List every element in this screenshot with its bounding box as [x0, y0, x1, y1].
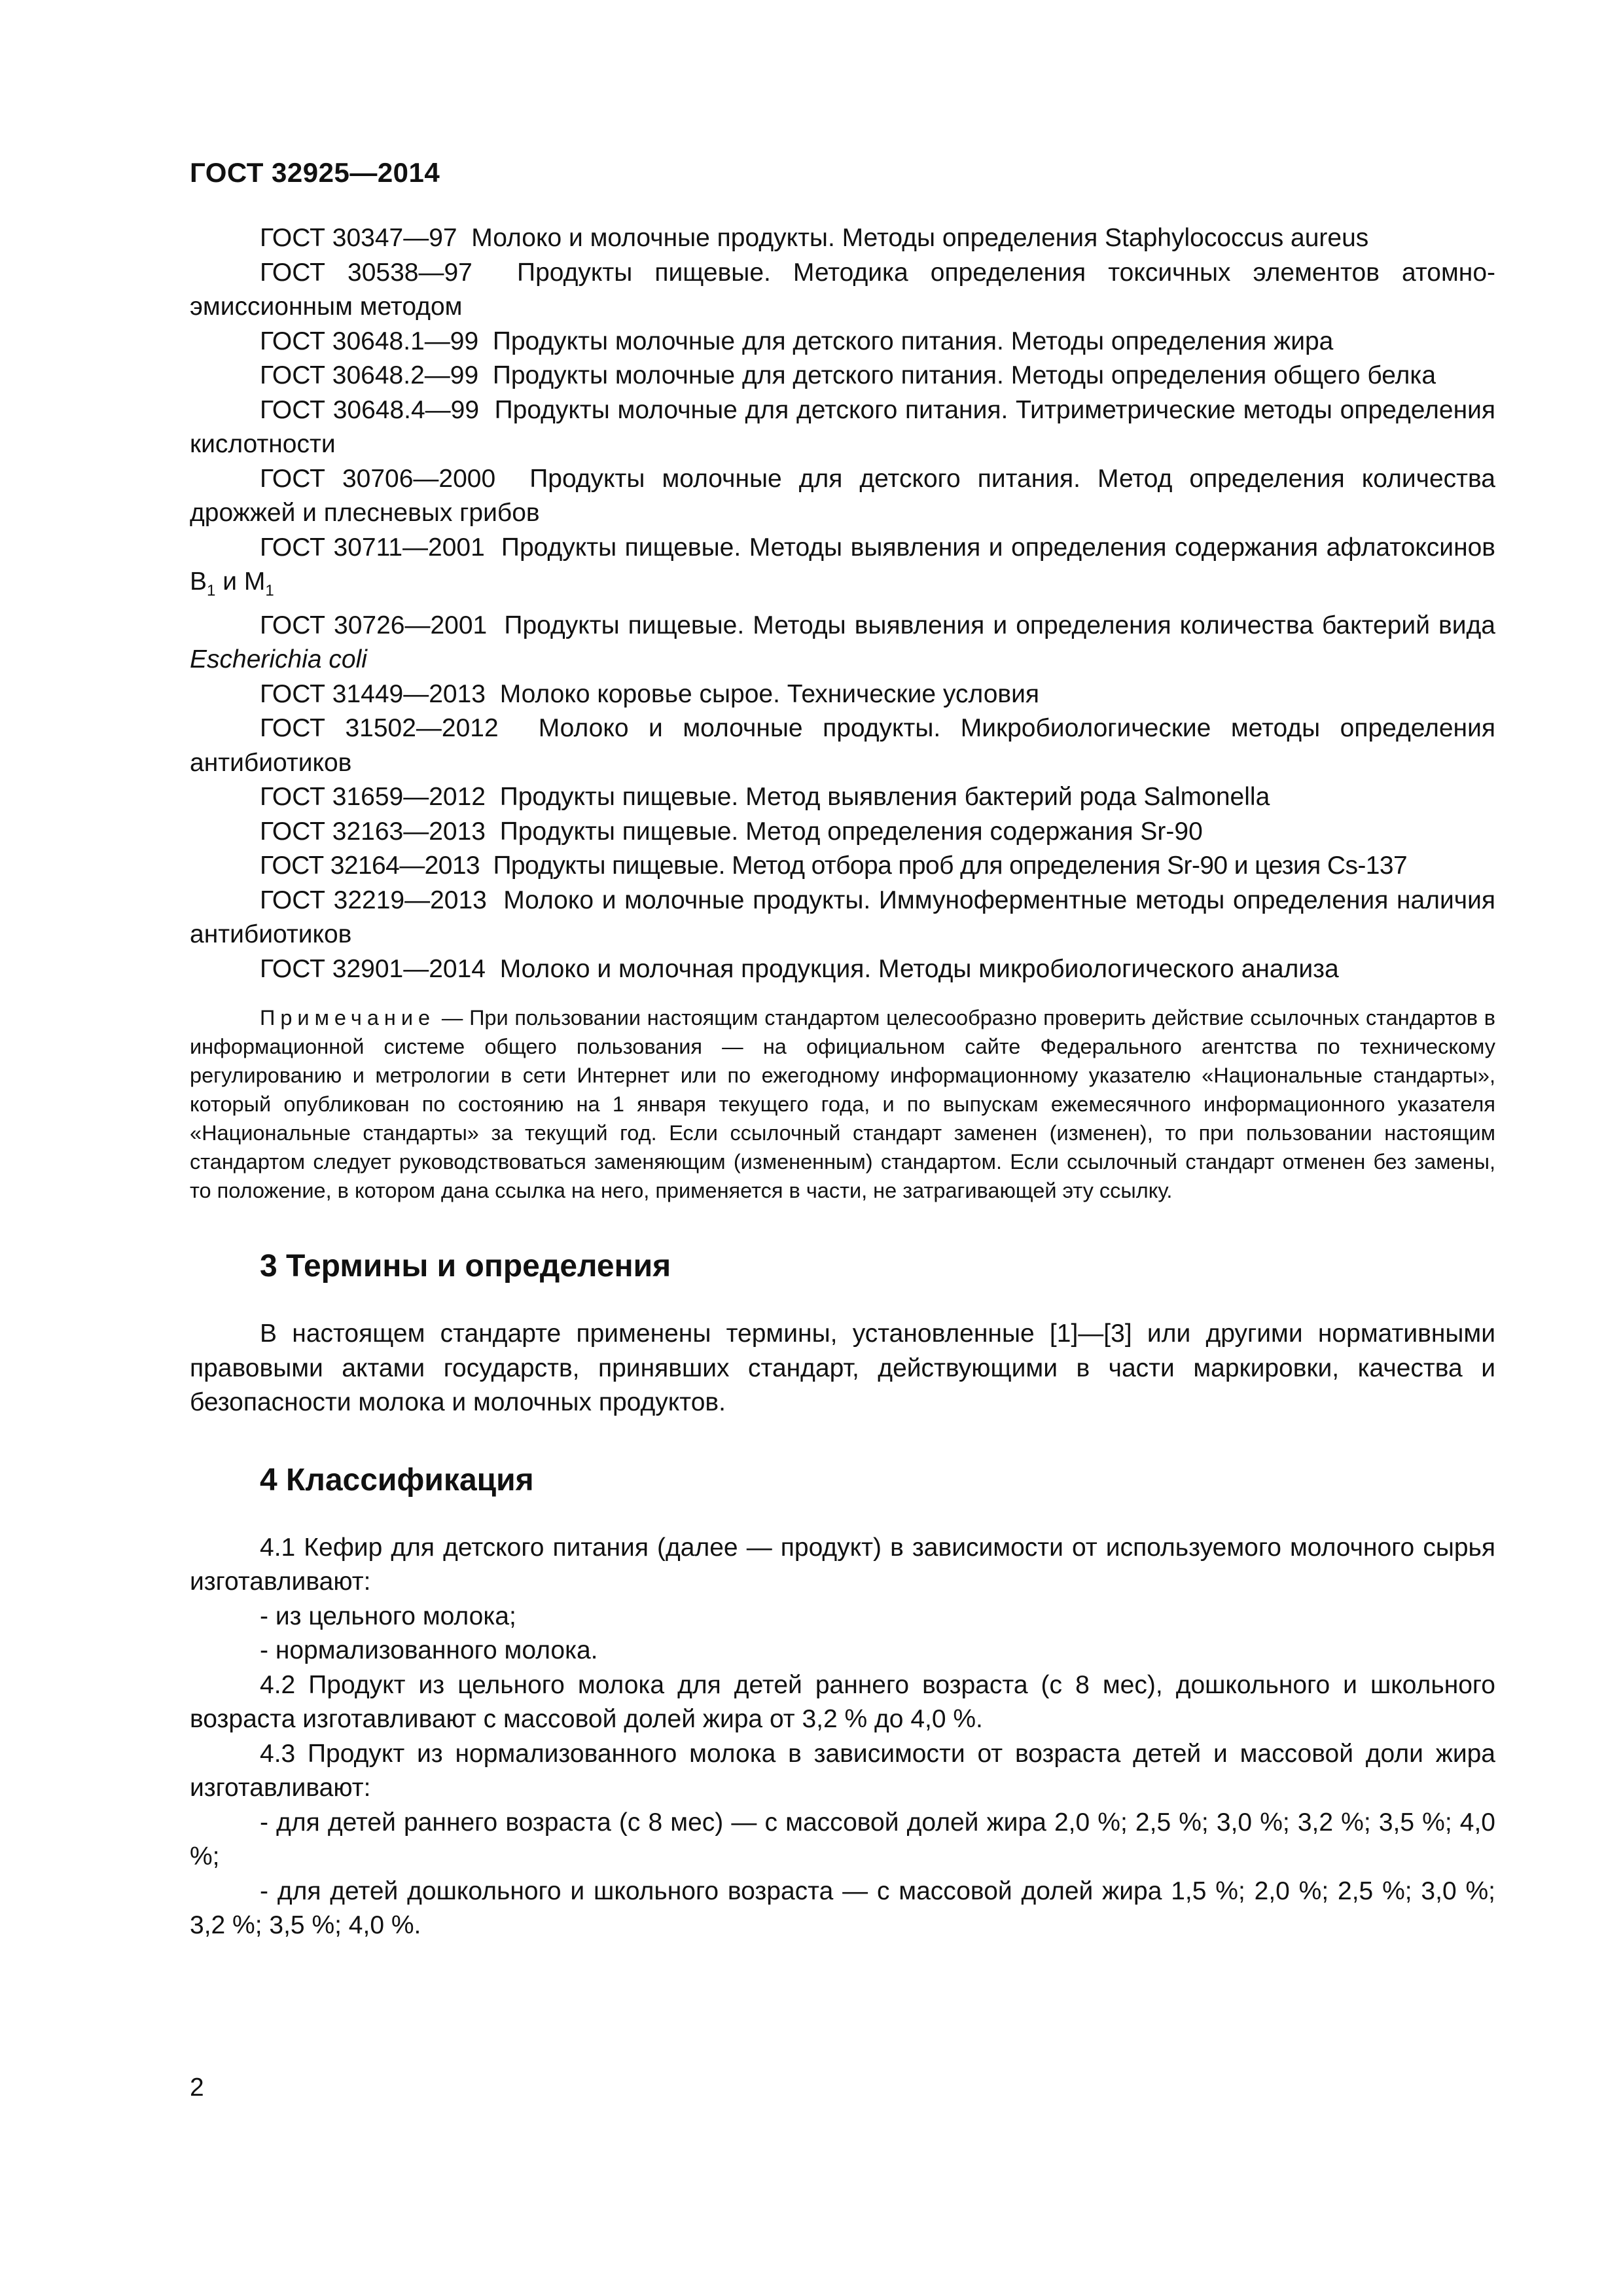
reference-code: ГОСТ 30706—2000: [260, 464, 496, 493]
note-label: Примечание: [260, 1006, 436, 1030]
reference-code: ГОСТ 30648.4—99: [260, 395, 480, 424]
list-item: - из цельного молока;: [260, 1602, 516, 1630]
reference-title: Продукты пищевые. Методика определения токсичных элементов атомно-эмиссионным методом: [190, 258, 1495, 321]
reference-title-cont: и M: [215, 567, 266, 596]
reference-title: Продукты пищевые. Методы выявления и определения содержания афлатоксинов B: [190, 533, 1496, 596]
reference-code: ГОСТ 30726—2001: [260, 611, 488, 639]
reference-title: Продукты молочные для детского питания. Методы определения жира: [492, 327, 1334, 355]
note-text: — При пользовании настоящим стандартом целесообразно проверить действие ссылочных стандартов в информационной системе общего пользования — на официальном сайте Федерального агентства по техническому регулированию и метрологии в сети Интернет или по ежегодному информационному указателю «Национальные стандарты», который опубликован по состоянию на 1 января текущего года, и по выпускам ежемесячного информационного указателя «Национальные стандарты» за текущий год. Если ссылочный стандарт заменен (изменен), то при пользовании настоящим стандартом следует руководствоваться заменяющим (измененным) стандартом. Если ссылочный стандарт отменен без замены, то положение, в котором дана ссылка на него, применяется в части, не затрагивающей эту ссылку.: [190, 1006, 1495, 1202]
reference-code: ГОСТ 31502—2012: [260, 714, 499, 742]
list-item: - для детей дошкольного и школьного возраста — с массовой долей жира 1,5 %; 2,0 %; 2,5 %; 3,0 %; 3,2 %; 3,5 %; 4,0 %.: [190, 1876, 1495, 1939]
subscript: 1: [207, 582, 216, 600]
reference-title: Молоко и молочная продукция. Методы микробиологического анализа: [499, 954, 1339, 983]
page-number: 2: [190, 2073, 204, 2102]
reference-title: Продукты молочные для детского питания. Титриметрические методы определения кислотности: [190, 395, 1496, 458]
reference-title: Продукты пищевые. Метод выявления бактерий рода Salmonella: [499, 783, 1270, 811]
reference-item: [190, 815, 1495, 850]
reference-item: [190, 849, 1495, 884]
reference-item: [190, 780, 1495, 815]
reference-title: Продукты пищевые. Методы выявления и определения количества бактерий вида: [504, 611, 1495, 639]
reference-item: [190, 531, 1495, 609]
reference-title: Молоко и молочные продукты. Микробиологические методы определения антибиотиков: [190, 714, 1496, 777]
document-body: [190, 221, 1495, 1943]
reference-code: ГОСТ 31659—2012: [260, 783, 486, 811]
reference-item: [190, 256, 1495, 325]
reference-code: ГОСТ 32219—2013: [260, 886, 487, 914]
reference-item: [190, 952, 1495, 987]
reference-code: ГОСТ 31449—2013: [260, 679, 486, 708]
clause-4-1: 4.1 Кефир для детского питания (далее — продукт) в зависимости от используемого молочного сырья изготавливают:: [190, 1533, 1495, 1596]
reference-title: Продукты молочные для детского питания. Метод определения количества дрожжей и плесневых грибов: [190, 464, 1495, 527]
reference-item: [190, 221, 1495, 256]
reference-item: [190, 325, 1495, 359]
reference-item: [190, 711, 1495, 780]
reference-item: [190, 462, 1495, 531]
reference-code: ГОСТ 30347—97: [260, 224, 457, 252]
reference-title: Продукты пищевые. Метод отбора проб для определения Sr-90 и цезия Cs-137: [493, 852, 1408, 880]
list-item: - для детей раннего возраста (с 8 мес) — с массовой долей жира 2,0 %; 2,5 %; 3,0 %; 3,2 %; 3,5 %; 4,0 %;: [190, 1808, 1495, 1871]
reference-title: Продукты пищевые. Метод определения содержания Sr-90: [499, 817, 1203, 846]
reference-code: ГОСТ 32901—2014: [260, 954, 486, 983]
reference-title: Молоко и молочные продукты. Иммуноферментные методы определения наличия антибиотиков: [190, 886, 1495, 948]
reference-title: Продукты молочные для детского питания. Методы определения общего белка: [492, 361, 1436, 389]
reference-code: ГОСТ 30648.2—99: [260, 361, 479, 389]
reference-item: [190, 677, 1495, 712]
reference-code: ГОСТ 32163—2013: [260, 817, 486, 846]
reference-item: [190, 393, 1495, 462]
reference-code: ГОСТ 30711—2001: [260, 533, 485, 562]
clause-4-3: 4.3 Продукт из нормализованного молока в зависимости от возраста детей и массовой доли жира изготавливают:: [190, 1739, 1495, 1802]
note: [190, 1003, 1495, 1205]
reference-item: [190, 359, 1495, 393]
subscript: 1: [265, 582, 274, 600]
clause-4-2: 4.2 Продукт из цельного молока для детей раннего возраста (с 8 мес), дошкольного и школьного возраста изготавливают с массовой долей жира от 3,2 % до 4,0 %.: [190, 1670, 1495, 1733]
reference-code: ГОСТ 30538—97: [260, 258, 473, 287]
reference-code: ГОСТ 32164—2013: [260, 852, 480, 880]
reference-item: [190, 884, 1495, 952]
list-item: - нормализованного молока.: [260, 1636, 598, 1664]
reference-title: Молоко коровье сырое. Технические условия: [499, 679, 1040, 708]
section-3-heading: 3 Термины и определения: [260, 1249, 671, 1283]
species-name: Escherichia coli: [190, 645, 367, 673]
reference-title: Молоко и молочные продукты. Методы определения Staphylococcus aureus: [471, 224, 1369, 252]
document-header: ГОСТ 32925—2014: [190, 157, 440, 188]
section-3-paragraph: В настоящем стандарте применены термины, установленные [1]—[3] или другими нормативными правовыми актами государств, принявших стандарт, действующими в части маркировки, качества и безопасности молока и молочных продуктов.: [190, 1319, 1495, 1416]
reference-item: [190, 609, 1495, 677]
section-4-heading: 4 Классификация: [260, 1462, 534, 1498]
reference-code: ГОСТ 30648.1—99: [260, 327, 479, 355]
